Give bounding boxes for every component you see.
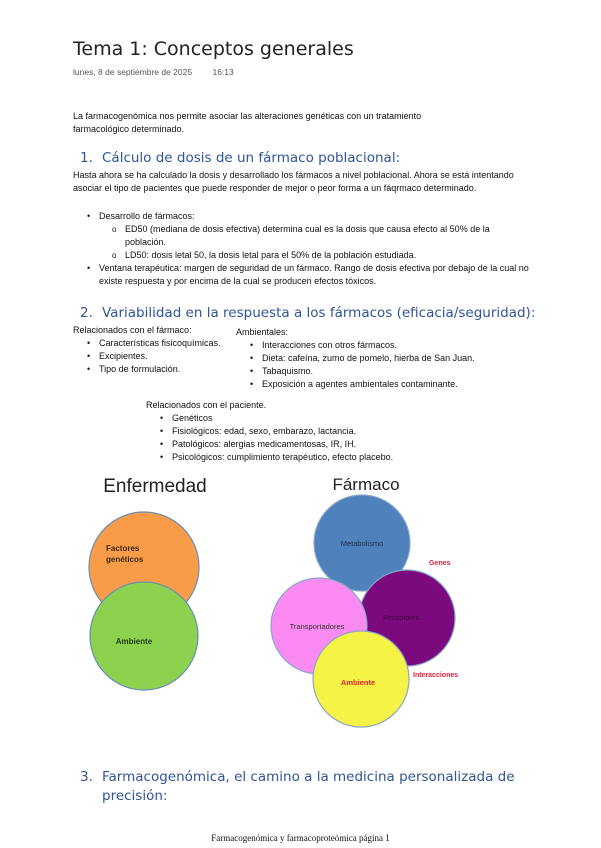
list-item: • Excipientes. [84, 350, 244, 363]
page-date: lunes, 8 de septiembre de 2025 [73, 67, 193, 77]
env-label: Ambientales: [236, 327, 289, 337]
env-list [247, 339, 537, 391]
sublist [111, 223, 529, 262]
page-time: 16:13 [212, 67, 234, 77]
section1-title: Cálculo de dosis de un fármaco poblacional: [102, 150, 401, 166]
sub-bullet-text: LD50: dosis letal 50, la dosis letal para el 50% de la población estudiada. [125, 250, 417, 260]
section2-number: 2. [80, 305, 93, 321]
section3-title-line1: Farmacogenómica, el camino a la medicina personalizada de [102, 769, 515, 785]
bullet-text: Desarrollo de fármacos: [99, 211, 195, 221]
list-item: • Fisiológicos: edad, sexo, embarazo, lactancia. [157, 425, 457, 438]
list-item [111, 223, 529, 249]
drug-label: Relacionados con el fármaco: [73, 325, 192, 335]
list-item: • Patológicos: alergias medicamentosas, IR, IH. [157, 438, 457, 451]
interacciones-label: Interacciones [413, 672, 459, 679]
section3-heading [80, 768, 520, 806]
enfermedad-farmaco-diagram [0, 465, 601, 740]
page-meta [73, 67, 252, 77]
receptores-label: Receptores [383, 615, 419, 622]
section3-title-line2: precisión: [102, 788, 168, 804]
bullet-text: Ventana terapéutica: margen de seguridad de un fármaco. Rango de dosis efectiva por debajo de la cual no existe respuesta y por encima de la cual se producen efectos tóxicos. [99, 263, 529, 286]
section1-number: 1. [80, 150, 93, 166]
list-item: • Genéticos [157, 412, 457, 425]
transportadores-label: Transportadores [289, 622, 345, 631]
list-item [84, 262, 529, 288]
ambiente-left-circle [90, 582, 198, 690]
patient-label: Relacionados con el paciente. [146, 400, 267, 410]
patient-list [157, 412, 457, 464]
enfermedad-title: Enfermedad [103, 476, 207, 497]
list-item: • Dieta: cafeína, zumo de pomelo, hierba de San Juan. [247, 352, 537, 365]
list-item: • Tipo de formulación. [84, 363, 244, 376]
list-item [111, 249, 529, 262]
list-item: • Características fisicoquímicas. [84, 337, 244, 350]
list-item: • Psicológicos: cumplimiento terapéutico, efecto placebo. [157, 451, 457, 464]
farmaco-title: Fármaco [332, 475, 400, 494]
section2-title: Variabilidad en la respuesta a los fármacos (eficacia/seguridad): [102, 305, 536, 321]
section3-number: 3. [80, 769, 93, 785]
sub-bullet-text: ED50 (mediana de dosis efectiva) determina cual es la dosis que causa efecto al 50% de la población. [125, 224, 490, 247]
section1-heading [80, 150, 400, 166]
section2-heading [80, 305, 535, 321]
drug-list [84, 337, 244, 376]
metabolismo-label: Metabolismo [340, 539, 384, 548]
genes-label: Genes [429, 560, 451, 567]
geneticos-label: genéticos [106, 555, 144, 564]
list-item: • Interacciones con otros fármacos. [247, 339, 537, 352]
ambiente-right-label: Ambiente [340, 678, 376, 687]
list-item [84, 210, 529, 262]
ambiente-left-label: Ambiente [115, 637, 153, 646]
page-footer: Farmacogenómica y farmacoproteómica página 1 [211, 833, 390, 843]
list-item: • Exposición a agentes ambientales contaminante. [247, 378, 537, 391]
intro-paragraph: La farmacogenómica nos permite asociar las alteraciones genéticas con un tratamiento farmacológico determinado. [73, 111, 422, 134]
section1-paragraph: Hasta ahora se ha calculado la dosis y desarrollado los fármacos a nivel poblacional. Ahora se está intentando asociar el tipo de pacientes que puede responder de mejor o peor forma a un fáqrmaco determinado. [73, 170, 514, 193]
section1-list [84, 210, 529, 288]
page-title: Tema 1: Conceptos generales [73, 38, 354, 60]
factores-label: Factores [106, 544, 140, 553]
list-item: • Tabaquismo. [247, 365, 537, 378]
